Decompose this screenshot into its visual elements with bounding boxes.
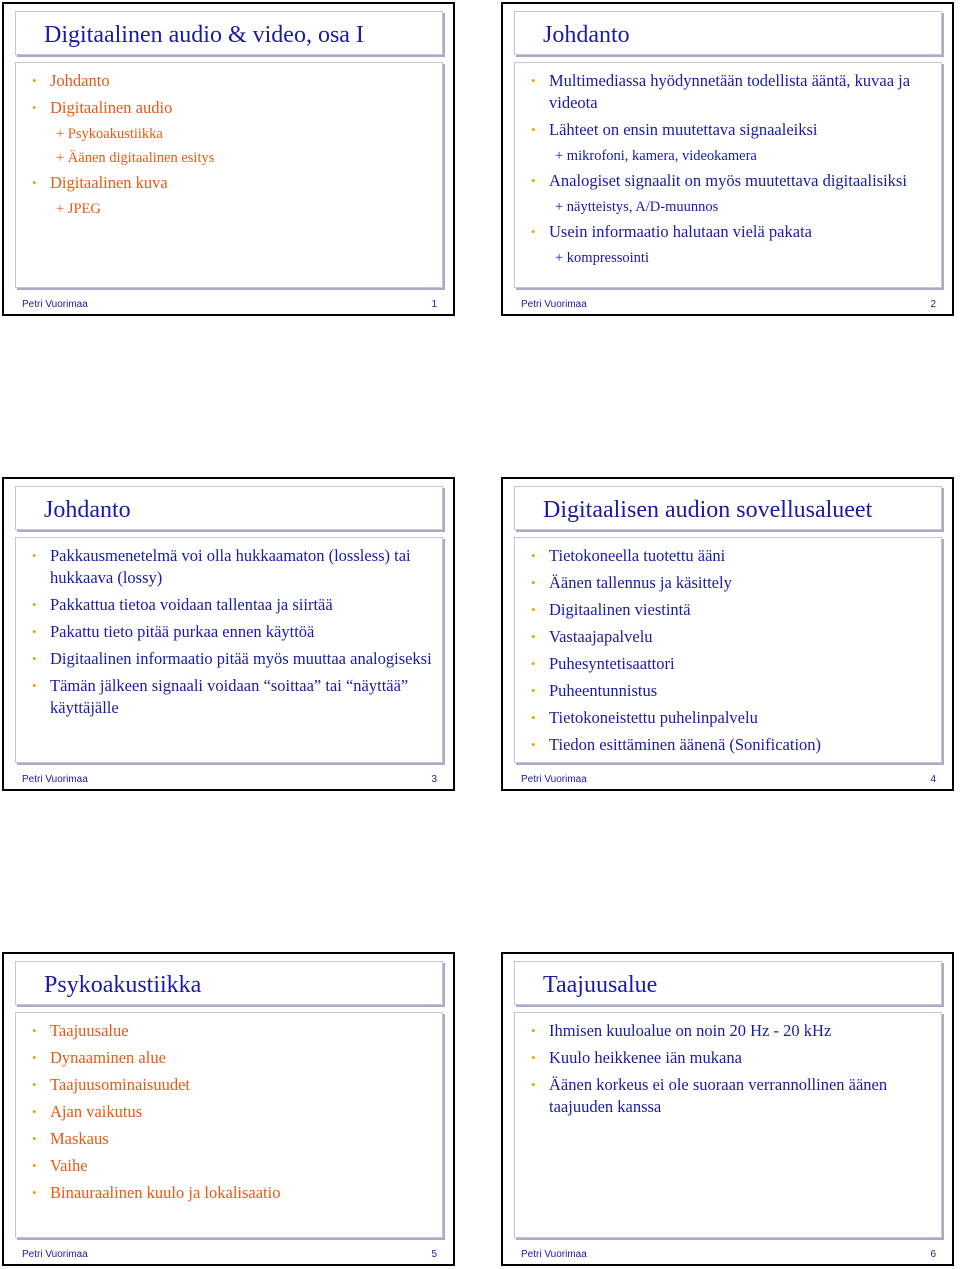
bullet-text: Lähteet on ensin muutettava signaaleiksi [549,120,818,139]
slide-title: Psykoakustiikka [44,972,202,998]
bullet-text: Äänen korkeus ei ole suoraan verrannollinen äänen taajuuden kanssa [549,1075,888,1116]
bullet-text: Pakkausmenetelmä voi olla hukkaamaton (lossless) tai hukkaava (lossy) [50,546,411,587]
slide-number: 1 [431,299,437,310]
bullet-item [32,545,432,589]
bullet-icon: • [531,122,536,137]
bullet-item [32,594,432,616]
bullet-text: Taajuusalue [50,1021,129,1040]
bullet-text: Johdanto [50,71,110,90]
slide-body [531,1020,931,1123]
bullet-icon: • [531,73,536,88]
bullet-icon: • [531,173,536,188]
slide-footer [22,299,437,313]
bullet-item [531,653,931,675]
slide-title: Johdanto [44,497,131,523]
slide-title: Taajuusalue [543,972,658,998]
bullet-icon: • [531,737,536,752]
slide-footer [521,1249,936,1263]
bullet-text: Maskaus [50,1129,109,1148]
slide-body [32,70,432,223]
bullet-item [32,70,432,92]
slide-1 [2,2,455,316]
bullet-text: Tämän jälkeen signaali voidaan “soittaa” tai “näyttää” käyttäjälle [50,676,409,717]
bullet-icon: • [531,683,536,698]
bullet-item [32,648,432,670]
bullet-icon: • [32,175,37,190]
bullet-icon: • [32,1077,37,1092]
bullet-text: Pakattu tieto pitää purkaa ennen käyttöä [50,622,315,641]
bullet-text: Ajan vaikutus [50,1102,143,1121]
bullet-icon: • [32,624,37,639]
bullet-icon: • [32,1131,37,1146]
bullet-icon: • [32,548,37,563]
bullet-item [32,1155,432,1177]
bullet-icon: • [531,656,536,671]
slide-number: 4 [930,774,936,785]
bullet-item [32,675,432,719]
bullet-icon: • [531,629,536,644]
bullet-text: Multimediassa hyödynnetään todellista ääntä, kuvaa ja videota [549,71,911,112]
bullet-text: Digitaalinen audio [50,98,173,117]
footer-author: Petri Vuorimaa [521,299,587,310]
slide-4 [501,477,954,791]
bullet-text: Digitaalinen informaatio pitää myös muuttaa analogiseksi [50,649,432,668]
bullet-text: Tiedon esittäminen äänenä (Sonification) [549,735,822,754]
bullet-item [531,545,931,567]
bullet-item [32,172,432,194]
bullet-item [32,1047,432,1069]
slide-body [531,70,931,272]
bullet-icon: • [32,1023,37,1038]
bullet-item [531,119,931,141]
bullet-item [531,572,931,594]
bullet-icon: • [32,1104,37,1119]
bullet-icon: • [32,1185,37,1200]
bullet-text: Binauraalinen kuulo ja lokalisaatio [50,1183,281,1202]
footer-author: Petri Vuorimaa [22,299,88,310]
bullet-icon: • [32,1050,37,1065]
bullet-item [32,621,432,643]
bullet-item [531,599,931,621]
slide-title: Johdanto [543,22,630,48]
bullet-text: Dynaaminen alue [50,1048,166,1067]
slide-title-frame [15,486,443,530]
sub-item: + mikrofoni, kamera, videokamera [555,148,757,164]
bullet-item [531,221,931,243]
slide-body [32,545,432,724]
bullet-icon: • [531,1050,536,1065]
footer-author: Petri Vuorimaa [521,774,587,785]
bullet-item [32,97,432,119]
bullet-text: Taajuusominaisuudet [50,1075,190,1094]
slide-footer [22,774,437,788]
slide-title-frame [15,961,443,1005]
bullet-item [531,707,931,729]
bullet-text: Analogiset signaalit on myös muutettava digitaalisiksi [549,171,907,190]
slide-3 [2,477,455,791]
slide-title-frame [514,961,942,1005]
slide-number: 2 [930,299,936,310]
bullet-item [531,170,931,192]
slide-number: 5 [431,1249,437,1260]
bullet-text: Tietokoneella tuotettu ääni [549,546,726,565]
bullet-icon: • [32,597,37,612]
bullet-icon: • [32,678,37,693]
sub-item: + Psykoakustiikka [56,126,163,142]
bullet-icon: • [531,1077,536,1092]
slide-body [32,1020,432,1209]
bullet-text: Ihmisen kuuloalue on noin 20 Hz - 20 kHz [549,1021,832,1040]
sub-item: + Äänen digitaalinen esitys [56,150,215,166]
slide-6 [501,952,954,1266]
sub-item: + kompressointi [555,250,649,266]
bullet-text: Usein informaatio halutaan vielä pakata [549,222,812,241]
slide-title: Digitaalisen audion sovellusalueet [543,497,873,523]
bullet-item [32,1128,432,1150]
bullet-icon: • [531,1023,536,1038]
bullet-icon: • [32,651,37,666]
slide-footer [22,1249,437,1263]
bullet-icon: • [531,224,536,239]
slide-2 [501,2,954,316]
bullet-item [32,1101,432,1123]
bullet-icon: • [32,100,37,115]
slide-title-frame [15,11,443,55]
slide-footer [521,774,936,788]
bullet-item [531,1020,931,1042]
slide-title-frame [514,11,942,55]
footer-author: Petri Vuorimaa [22,1249,88,1260]
bullet-icon: • [32,1158,37,1173]
bullet-item [32,1074,432,1096]
bullet-icon: • [32,73,37,88]
bullet-icon: • [531,548,536,563]
bullet-item [531,70,931,114]
slide-body [531,545,931,761]
footer-author: Petri Vuorimaa [521,1249,587,1260]
bullet-text: Tietokoneistettu puhelinpalvelu [549,708,758,727]
slide-title-frame [514,486,942,530]
slide-footer [521,299,936,313]
bullet-item [531,1074,931,1118]
slide-number: 3 [431,774,437,785]
bullet-icon: • [531,710,536,725]
bullet-item [531,680,931,702]
bullet-item [531,626,931,648]
slide-title: Digitaalinen audio & video, osa I [44,22,364,48]
bullet-icon: • [531,575,536,590]
bullet-item [531,1047,931,1069]
bullet-text: Vastaajapalvelu [549,627,653,646]
sub-item: + näytteistys, A/D-muunnos [555,199,719,215]
bullet-text: Digitaalinen kuva [50,173,168,192]
bullet-text: Pakkattua tietoa voidaan tallentaa ja siirtää [50,595,333,614]
bullet-icon: • [531,602,536,617]
sub-item: + JPEG [56,201,101,217]
bullet-text: Vaihe [50,1156,88,1175]
bullet-text: Digitaalinen viestintä [549,600,691,619]
bullet-item [32,1182,432,1204]
bullet-text: Äänen tallennus ja käsittely [549,573,732,592]
slide-number: 6 [930,1249,936,1260]
slide-5 [2,952,455,1266]
bullet-item [531,734,931,756]
bullet-text: Puheentunnistus [549,681,658,700]
bullet-item [32,1020,432,1042]
bullet-text: Puhesyntetisaattori [549,654,675,673]
bullet-text: Kuulo heikkenee iän mukana [549,1048,742,1067]
footer-author: Petri Vuorimaa [22,774,88,785]
